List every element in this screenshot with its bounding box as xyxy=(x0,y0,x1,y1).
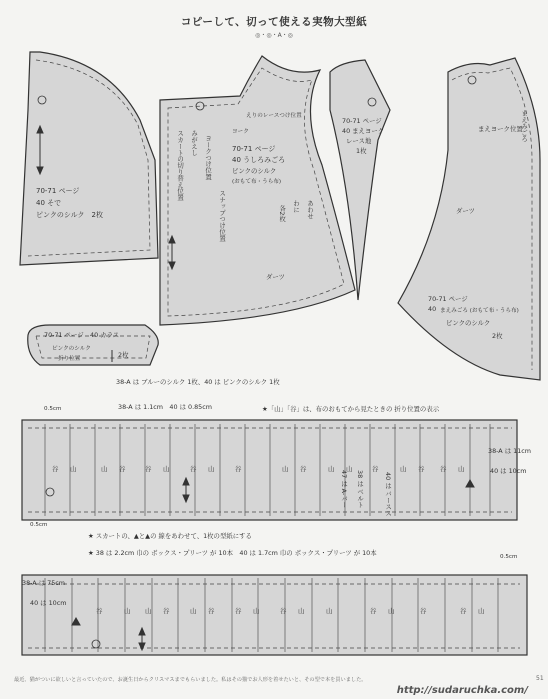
skirt1-fold-label: 谷 xyxy=(235,465,242,473)
front-size: 40 xyxy=(428,305,437,313)
back-col-4: スナップつけ位置 xyxy=(218,190,227,242)
skirt2-fold-label: 山 xyxy=(145,607,152,615)
skirt1-fold-label: 山 xyxy=(70,465,77,473)
skirt1-fold-label: 山 xyxy=(163,465,170,473)
skirt2-seam: 0.5cm xyxy=(500,554,518,560)
back-col-1: スカートの切り替え位置 xyxy=(176,130,185,201)
skirt2-fold-label: 山 xyxy=(388,607,395,615)
back-ref: 70-71 ページ xyxy=(232,145,276,153)
back-fold-count: 各2枚 xyxy=(278,205,287,222)
skirt2-fold-label: 谷 xyxy=(280,607,287,615)
skirt1-seam-top: 0.5cm xyxy=(44,406,62,412)
sleeve-ref: 70-71 ページ xyxy=(36,187,80,195)
skirt1-fold-label: 谷 xyxy=(372,465,379,473)
back-col-6: あわせ xyxy=(306,200,315,220)
skirt1-fold-label: 谷 xyxy=(119,465,126,473)
skirt2-fold-label: 山 xyxy=(326,607,333,615)
yoke-fabric: レース地 xyxy=(346,137,372,145)
skirt1-fold-label: 谷 xyxy=(440,465,447,473)
front-bodice-piece xyxy=(398,58,540,380)
collar-fabric: ピンクのシルク xyxy=(52,346,91,352)
skirt1-fold-label: 山 xyxy=(208,465,215,473)
skirt1-fabric-note: 38-A は ブルーのシルク 1枚、40 は ピンクのシルク 1枚 xyxy=(116,378,280,386)
skirt2-left-b: 40 は 10cm xyxy=(30,599,67,607)
skirt1-fold-label: 谷 xyxy=(300,465,307,473)
note-line-2: ★ 38 は 2.2cm 巾の ボックス・プリーツ が 10本 40 は 1.7cm 巾の ボックス・プリーツ が 10本 xyxy=(88,549,377,557)
watermark: http://sudaruchka.com/ xyxy=(396,685,528,696)
front-ref: 70-71 ページ xyxy=(428,295,468,303)
front-dart: ダーツ xyxy=(456,207,475,215)
front-col-1: まえみごろ xyxy=(520,110,529,142)
yoke-count: 1枚 xyxy=(356,147,367,155)
skirt1-seam-bottom: 0.5cm xyxy=(30,522,48,528)
skirt1-right-a: 38-A は 11cm xyxy=(488,447,531,455)
skirt1-mark-a: 47 は A-バー xyxy=(340,470,349,508)
back-fabric: ピンクのシルク xyxy=(232,167,277,175)
back-col-3: ヨークつけ位置 xyxy=(204,135,213,180)
skirt2-fold-label: 山 xyxy=(124,607,131,615)
front-yoke-position: まえヨーク位置 xyxy=(478,125,523,133)
yoke-name: 40 まえヨーク xyxy=(342,127,385,135)
footer-text: 最近、猫がついに欲しいと言っていたので、お誕生日からクリスマスまでもらいました。私はその猫でお人形を着せたいと、その型で本を買いました。 xyxy=(14,677,367,683)
sleeve-name: 40 そで xyxy=(36,199,62,207)
collar-fold: 折り位置 xyxy=(58,356,81,362)
skirt1-fold-label: 山 xyxy=(400,465,407,473)
skirt2-fold-label: 谷 xyxy=(163,607,170,615)
skirt1-fold-label: 山 xyxy=(101,465,108,473)
page-subtitle: ◎・◎・A・◎ xyxy=(255,32,293,39)
skirt2-fold-label: 谷 xyxy=(460,607,467,615)
skirt2-fold-label: 谷 xyxy=(420,607,427,615)
skirt2-fold-label: 谷 xyxy=(96,607,103,615)
back-dart: ダーツ xyxy=(266,273,285,281)
front-name: まえみごろ (おもて布・うら布) xyxy=(440,308,519,314)
back-col-2: みがえし xyxy=(190,130,199,156)
back-name: 40 うしろみごろ xyxy=(232,156,286,164)
back-col-5: わに xyxy=(292,200,301,213)
back-yoke: ヨーク xyxy=(232,129,249,135)
yoke-ref: 70-71 ページ xyxy=(342,117,382,125)
skirt2-fold-label: 谷 xyxy=(235,607,242,615)
skirt2-fold-label: 谷 xyxy=(370,607,377,615)
skirt1-mark-b: 38 は ベルト xyxy=(356,470,365,508)
skirt2-fold-label: 谷 xyxy=(208,607,215,615)
skirt1-fold-legend: ★「山」「谷」は、布のおもてから見たときの 折り位置の表示 xyxy=(262,405,440,413)
skirt1-right-b: 40 は 10cm xyxy=(490,467,527,475)
sleeve-fabric: ピンクのシルク 2枚 xyxy=(36,211,103,219)
skirt1-mark-c: 40 は バースス xyxy=(384,472,393,517)
collar-ref: 70-71 ページ 40 カラス xyxy=(44,331,120,339)
page-title: コピーして、切って使える実物大型紙 xyxy=(180,16,368,28)
skirt1-fold-label: 谷 xyxy=(52,465,59,473)
note-line-1: ★ スカートの、▲と▲の 線をあわせて、1枚の型紙にする xyxy=(88,532,252,540)
skirt1-fold-label: 谷 xyxy=(190,465,197,473)
front-fabric: ピンクのシルク xyxy=(446,319,491,327)
skirt1-fold-label: 山 xyxy=(346,465,353,473)
skirt2-left-a: 38-A は 75cm xyxy=(22,579,65,587)
skirt2-fold-label: 山 xyxy=(190,607,197,615)
page-number: 51 xyxy=(536,675,544,682)
skirt1-fold-label: 谷 xyxy=(145,465,152,473)
skirt2-fold-label: 山 xyxy=(298,607,305,615)
back-bodice-piece xyxy=(160,56,355,325)
front-count: 2枚 xyxy=(492,332,503,340)
back-fabric2: (おもて布・うら布) xyxy=(232,179,282,185)
skirt1-width-note: 38-A は 1.1cm 40 は 0.85cm xyxy=(118,403,212,411)
sleeve-piece xyxy=(20,52,158,265)
skirt2-fold-label: 山 xyxy=(253,607,260,615)
skirt1-fold-label: 山 xyxy=(458,465,465,473)
collar-count: 2枚 xyxy=(118,351,129,359)
skirt1-fold-label: 谷 xyxy=(418,465,425,473)
back-lace-position: えりのレースつけ位置 xyxy=(246,113,302,119)
skirt1-fold-label: 山 xyxy=(328,465,335,473)
skirt1-fold-label: 山 xyxy=(282,465,289,473)
skirt2-fold-label: 山 xyxy=(478,607,485,615)
